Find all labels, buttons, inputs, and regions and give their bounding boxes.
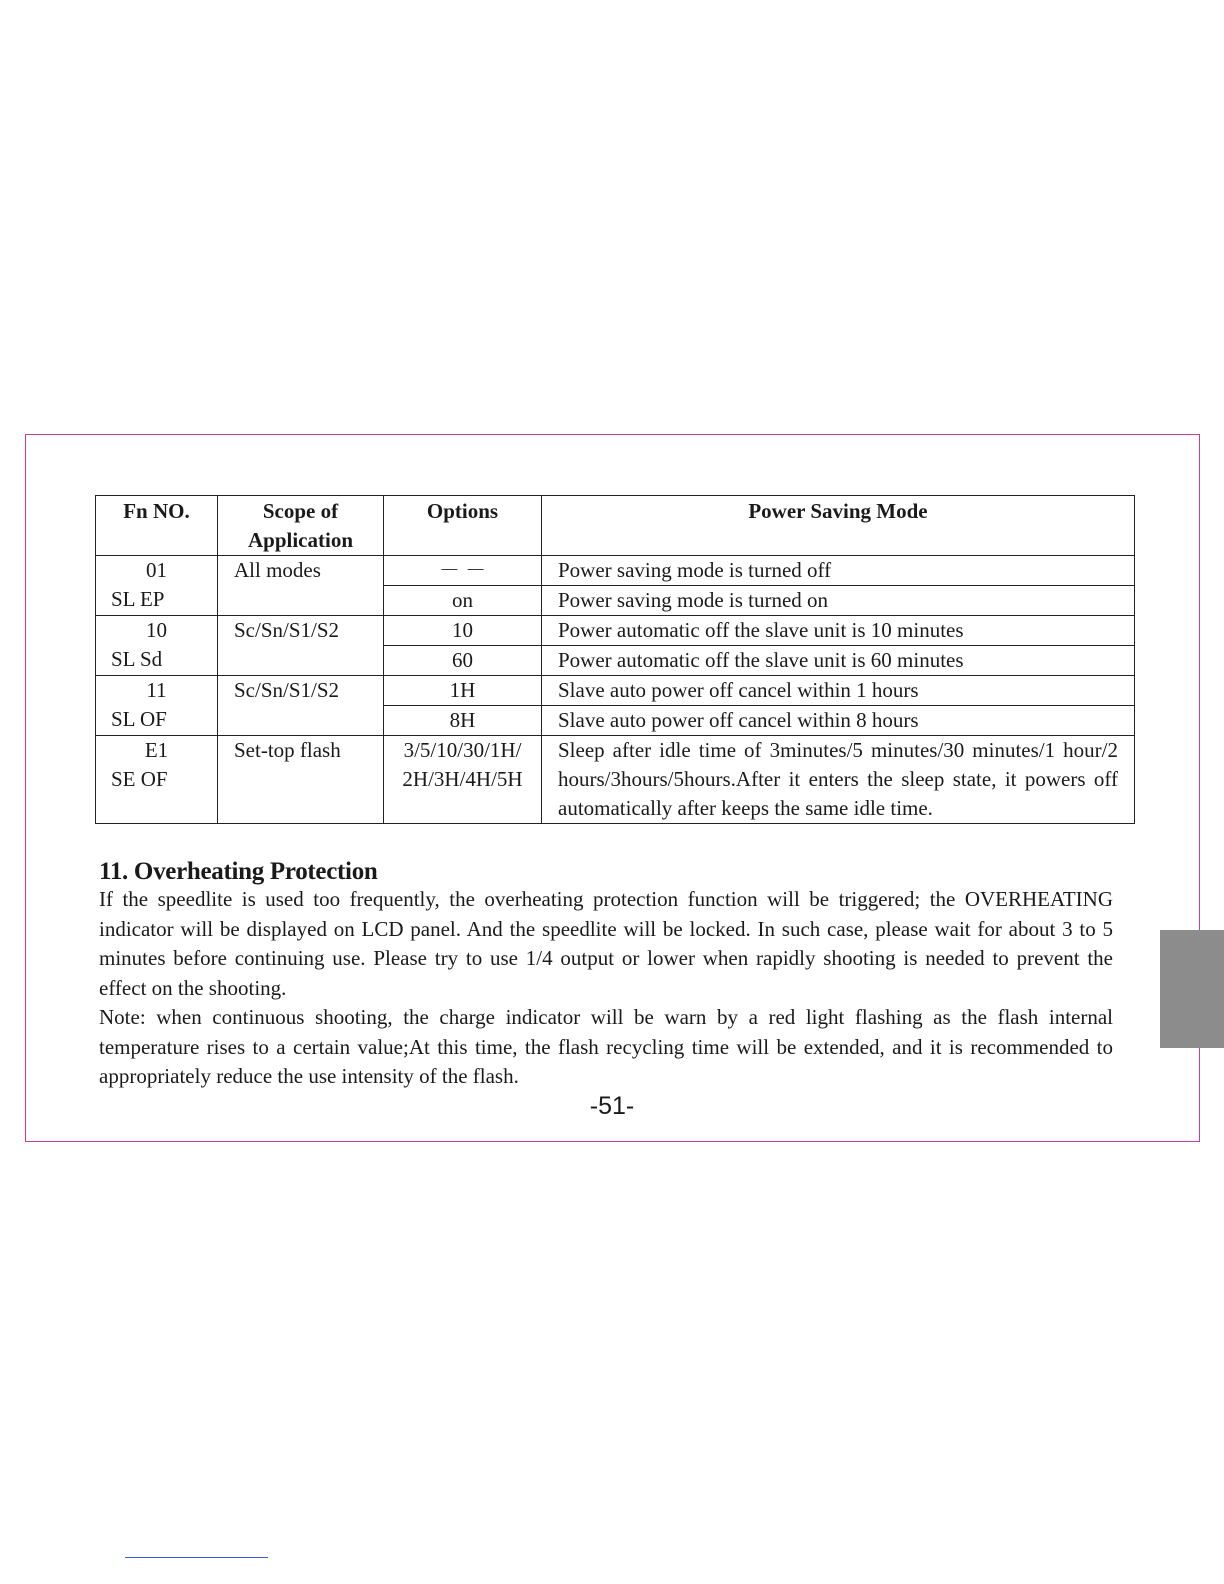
fn-cell: E1 SE OF bbox=[96, 736, 218, 824]
description-cell: Power saving mode is turned off bbox=[542, 556, 1135, 586]
header-power-saving-mode: Power Saving Mode bbox=[542, 496, 1135, 556]
scope-cell: Set-top flash bbox=[218, 736, 384, 824]
table-header-row bbox=[96, 496, 1135, 556]
scope-cell: Sc/Sn/S1/S2 bbox=[218, 616, 384, 676]
option-cell: 3/5/10/30/1H/ 2H/3H/4H/5H bbox=[384, 736, 542, 824]
scope-cell: Sc/Sn/S1/S2 bbox=[218, 676, 384, 736]
description-cell: Slave auto power off cancel within 1 hours bbox=[542, 676, 1135, 706]
description-cell: Slave auto power off cancel within 8 hours bbox=[542, 706, 1135, 736]
table-row bbox=[96, 736, 1135, 824]
option-cell: 8H bbox=[384, 706, 542, 736]
option-cell: 10 bbox=[384, 616, 542, 646]
description-cell: Power automatic off the slave unit is 60 minutes bbox=[542, 646, 1135, 676]
section-body bbox=[99, 885, 1113, 1092]
scope-cell: All modes bbox=[218, 556, 384, 616]
header-fn-no: Fn NO. bbox=[96, 496, 218, 556]
table-row bbox=[96, 676, 1135, 706]
header-options: Options bbox=[384, 496, 542, 556]
description-cell: Power saving mode is turned on bbox=[542, 586, 1135, 616]
header-scope: Scope of Application bbox=[218, 496, 384, 556]
description-cell: Power automatic off the slave unit is 10 minutes bbox=[542, 616, 1135, 646]
option-cell: on bbox=[384, 586, 542, 616]
note-paragraph: Note: when continuous shooting, the charge indicator will be warn by a red light flashing as the flash internal temperature rises to a certain value;At this time, the flash recycling time will be extended, and it is recommended to appropriately reduce the use intensity of the flash. bbox=[99, 1005, 1113, 1088]
table-row bbox=[96, 556, 1135, 586]
paragraph: If the speedlite is used too frequently, the overheating protection function will be triggered; the OVERHEATING indicator will be displayed on LCD panel. And the speedlite will be locked. In such case, please wait for about 3 to 5 minutes before continuing use. Please try to use 1/4 output or lower when rapidly shooting is needed to prevent the effect on the shooting. bbox=[99, 887, 1113, 1000]
fn-cell: 10 SL Sd bbox=[96, 616, 218, 676]
description-cell: Sleep after idle time of 3minutes/5 minutes/30 minutes/1 hour/2 hours/3hours/5hours.After it enters the sleep state, it powers off automatically after keeps the same idle time. bbox=[542, 736, 1135, 824]
table-row bbox=[96, 616, 1135, 646]
power-saving-table bbox=[95, 495, 1135, 824]
option-cell: 1H bbox=[384, 676, 542, 706]
option-cell: － － bbox=[384, 556, 542, 586]
option-cell: 60 bbox=[384, 646, 542, 676]
fn-cell: 01 SL EP bbox=[96, 556, 218, 616]
fn-cell: 11 SL OF bbox=[96, 676, 218, 736]
chapter-tab bbox=[1160, 930, 1224, 1048]
bottom-rule bbox=[125, 1557, 268, 1558]
page-number: -51- bbox=[589, 1092, 635, 1120]
section-title: 11. Overheating Protection bbox=[99, 858, 378, 885]
